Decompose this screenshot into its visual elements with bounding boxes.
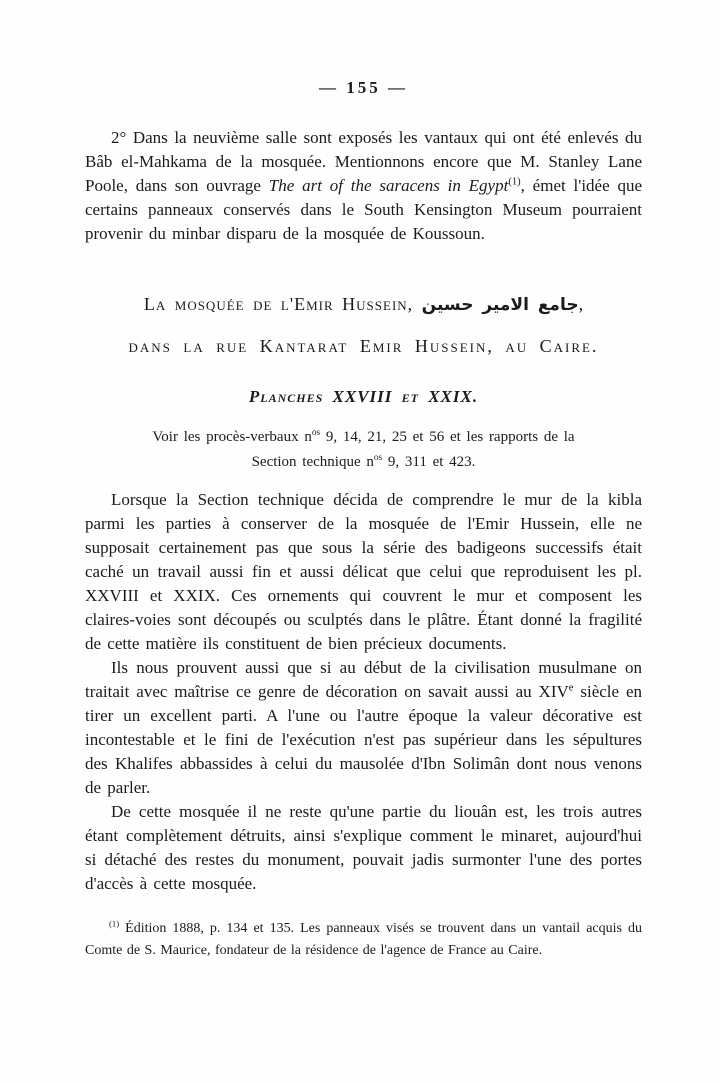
plates-reference: Planches XXVIII et XXIX. bbox=[248, 387, 479, 406]
main-body bbox=[85, 488, 642, 896]
intro-paragraph: 2° Dans la neuvième salle sont exposés les vantaux qui ont été enlevés du Bâb el-Mahkama de la mosquée. Mentionnons encore que M. Stanley Lane Poole, dans son ouvrage The art of the saracens in Egypt$^{(1)}$, émet l'idée que certains panneaux conservés dans le South Kensington Museum pourraient provenir du minbar disparu de la mosquée de Koussoun. bbox=[85, 128, 642, 243]
body-paragraph-1: Lorsque la Section technique décida de comprendre le mur de la kibla parmi les parties à conserver de la mosquée de l'Emir Hussein, elle ne supposait certainement pas que sous la série des badigeons successifs était caché un travail aussi fin et aussi délicat que celui que reproduisent les pl. XXVIII et XXIX. Ces ornements qui couvrent le mur et composent les claires-voies sont découpés ou sculptés dans le plâtre. Étant donné la fragilité de cette matière ils constituent de bien précieux documents. bbox=[85, 490, 642, 653]
reference-note-line2: Section technique $n^{os}$ 9, 311 et 423. bbox=[251, 453, 476, 470]
footnote: $^{(1)}$ Édition 1888, p. 134 et 135. Les panneaux visés se trouvent dans un vantail acquis du Comte de S. Maurice, fondateur de la résidence de l'agence de France au Caire. bbox=[85, 918, 642, 958]
reference-note-line1: Voir les procès-verbaux $n^{os}$ 9, 14, 21, 25 et 56 et les rapports de la bbox=[152, 428, 575, 445]
body-paragraph-2: Ils nous prouvent aussi que si au début de la civilisation musulmane on traitait avec maîtrise ce genre de décoration on savait aussi au XIVe siècle en tirer un excellent parti. A l'une ou l'autre époque la valeur décorative est incontestable et le fini de l'exécution n'est pas supérieur dans les sépultures des Khalifes abbassides à celui du mausolée d'Ibn Solimân dont nous venons de parler. bbox=[85, 658, 643, 797]
reference-note bbox=[85, 425, 642, 475]
chapter-heading bbox=[85, 292, 642, 358]
body-paragraph-3: De cette mosquée il ne reste qu'une partie du liouân est, les trois autres étant complètement détruits, ainsi s'explique comment le minaret, aujourd'hui si détaché des restes du monument, pouvait jadis surmonter l'une des portes d'accès à cette mosquée. bbox=[85, 802, 642, 893]
chapter-title-line1: La mosquée de l'Emir Hussein, جامع الامير حسين, bbox=[143, 294, 584, 315]
chapter-title-line2: dans la rue Kantarat Emir Hussein, au Caire. bbox=[128, 336, 599, 356]
page-number: — 155 — bbox=[319, 78, 408, 97]
